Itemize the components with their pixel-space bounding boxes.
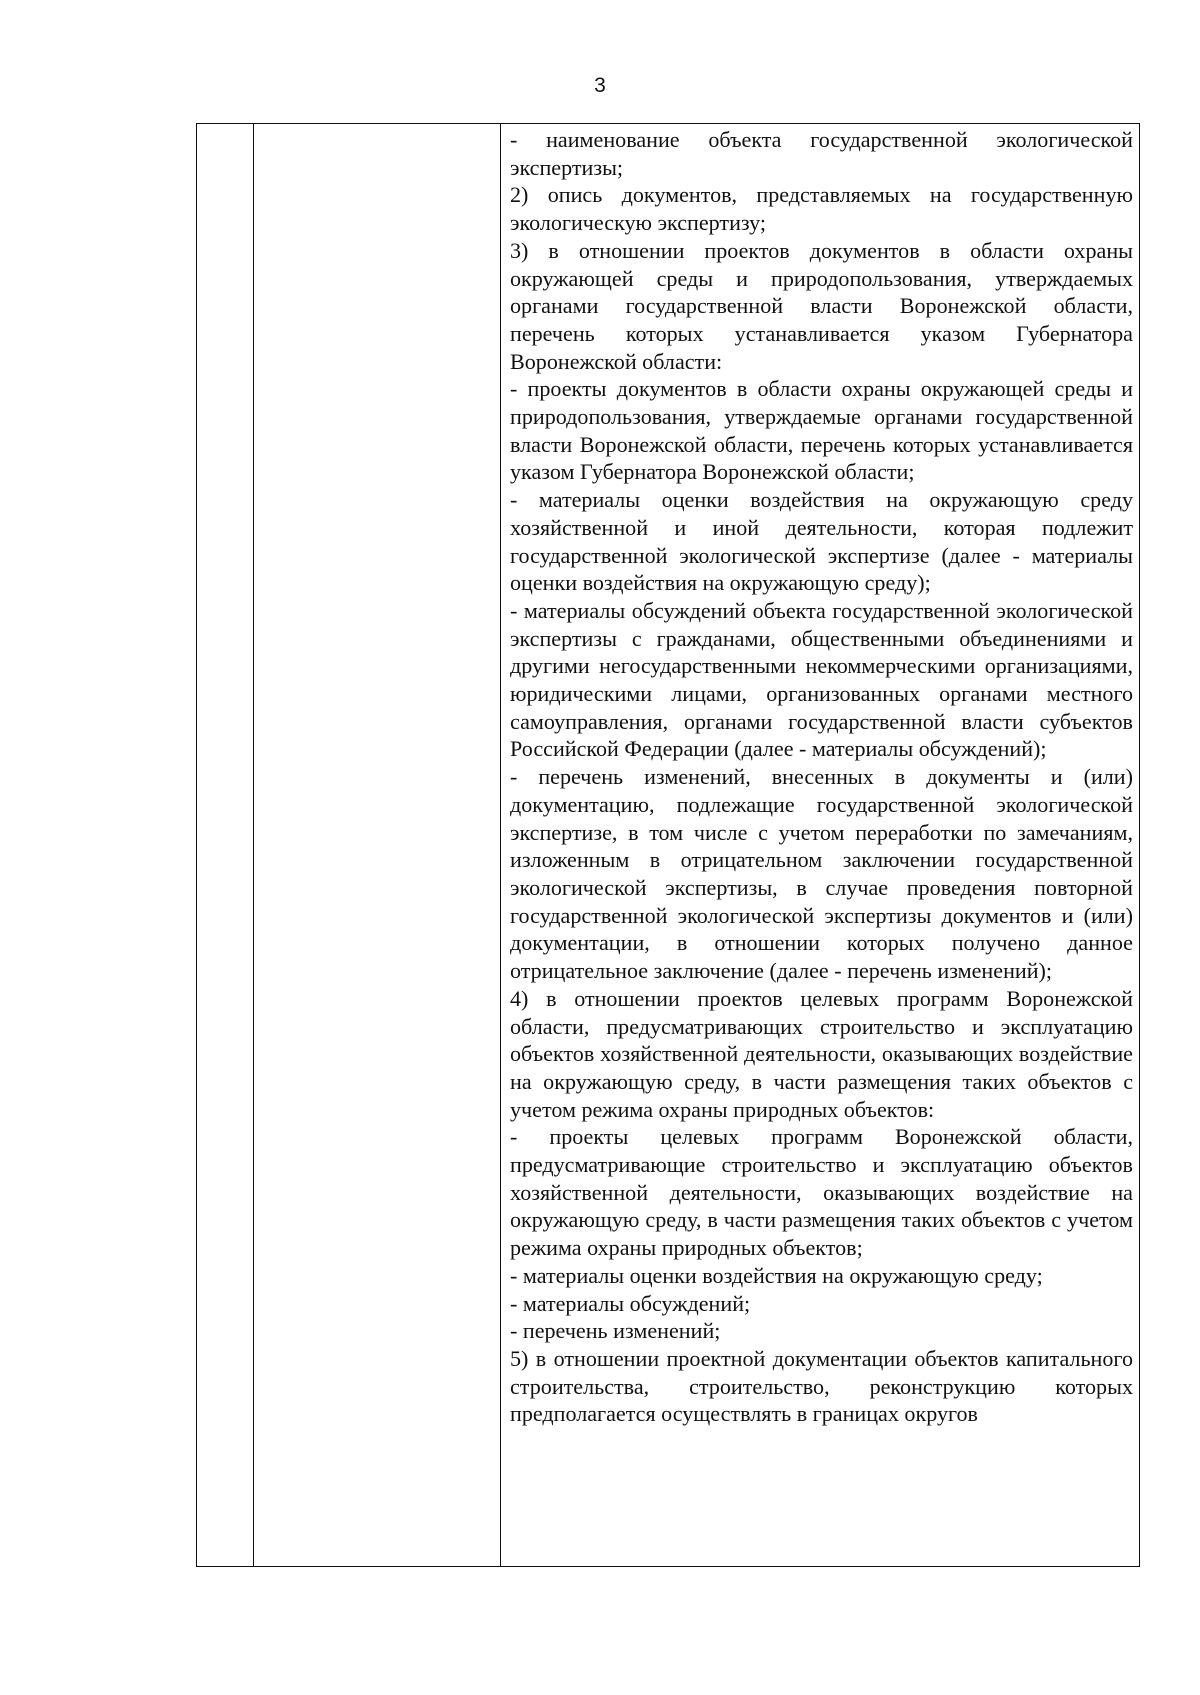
paragraph: - материалы обсуждений; [510,1290,751,1316]
paragraph: - материалы обсуждений объекта государственной экологической экспертизы с гражданами, общественными объединениями и другими негосударственными некоммерческими организациями, юридическими лицами, организованных органами местного самоуправления, органами государственной власти субъектов Российской Федерации (далее - материалы обсуждений); [510,597,1133,762]
paragraph: - проекты целевых программ Воронежской области, предусматривающие строительство и эксплуатацию объектов хозяйственной деятельности, оказывающих воздействие на окружающую среду, в части размещения таких объектов с учетом режима охраны природных объектов; [510,1124,1133,1261]
table-cell-number [197,124,254,1567]
paragraph: 2) опись документов, представляемых на государственную экологическую экспертизу; [510,182,1133,236]
paragraph: - проекты документов в области охраны окружающей среды и природопользования, утверждаемые органами государственной власти Воронежской области, перечень которых устанавливается указом Губернатора Воронежской области; [510,376,1133,485]
table-cell-content [501,124,1140,1567]
page-number: 3 [594,74,606,97]
paragraph: - наименование объекта государственной экологической экспертизы; [510,127,1133,180]
paragraph: 5) в отношении проектной документации объектов капитального строительства, строительство, реконструкцию которых предполагается осуществлять в границах округов [510,1345,1133,1427]
paragraph: - материалы оценки воздействия на окружающую среду; [510,1262,1043,1288]
paragraph: 4) в отношении проектов целевых программ Воронежской области, предусматривающих строительство и эксплуатацию объектов хозяйственной деятельности, оказывающих воздействие на окружающую среду, в части размещения таких объектов с учетом режима охраны природных объектов: [510,985,1133,1122]
document-table [196,123,1140,1567]
table-cell-name [254,124,501,1567]
paragraph: - материалы оценки воздействия на окружающую среду хозяйственной и иной деятельности, которая подлежит государственной экологической экспертизе (далее - материалы оценки воздействия на окружающую среду); [510,487,1133,596]
paragraph: 3) в отношении проектов документов в области охраны окружающей среды и природопользования, утверждаемых органами государственной власти Воронежской области, перечень которых устанавливается указом Губернатора Воронежской области: [510,237,1133,374]
paragraph: - перечень изменений; [510,1318,721,1344]
paragraph: - перечень изменений, внесенных в документы и (или) документацию, подлежащие государственной экологической экспертизе, в том числе с учетом переработки по замечаниям, изложенным в отрицательном заключении государственной экологической экспертизы, в случае проведения повторной государственной экологической экспертизы документов и (или) документации, в отношении которых получено данное отрицательное заключение (далее - перечень изменений); [510,764,1133,984]
table-row [197,124,1140,1567]
